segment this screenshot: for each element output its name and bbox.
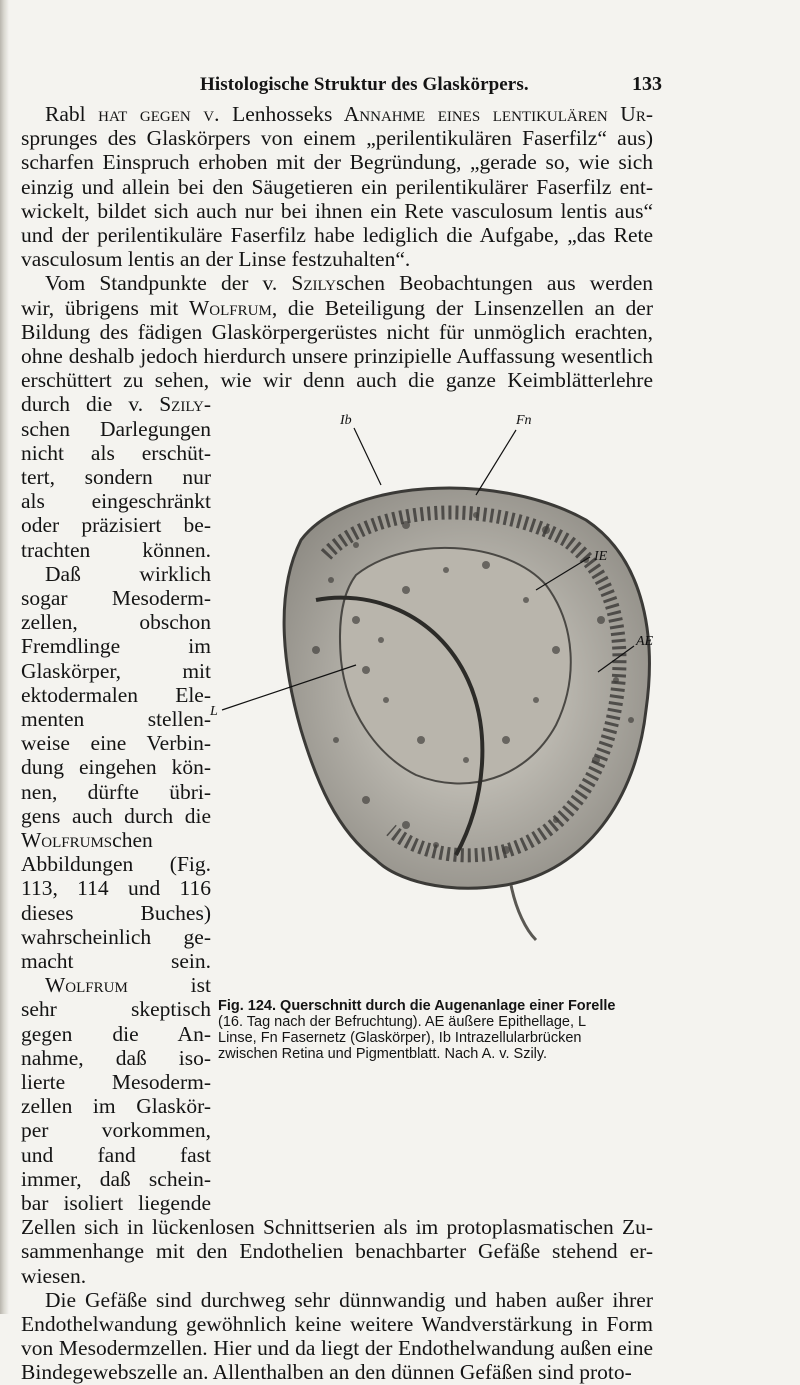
text-line: sprunges des Glaskörpers von einem „perilentikulären Faserfilz“ aus) <box>21 126 653 150</box>
text-line <box>21 828 211 853</box>
text-line: Endothelwandung gewöhnlich keine weitere Wandverstärkung in Form <box>21 1312 653 1336</box>
text-line: weise eine Verbin- <box>21 731 211 755</box>
text-line: immer, daß schein- <box>21 1167 211 1191</box>
text-line: Abbildungen (Fig. <box>21 852 211 876</box>
text-line: macht sein. <box>21 949 211 973</box>
text-line: bar isoliert liegende <box>21 1191 211 1215</box>
text-line: wahrscheinlich ge- <box>21 925 211 949</box>
leader-ib <box>354 428 381 485</box>
text-line: sammenhange mit den Endothelien benachbarter Gefäße stehend er- <box>21 1239 653 1263</box>
text-line: oder präzisiert be- <box>21 513 211 537</box>
text-line: dieses Buches) <box>21 901 211 925</box>
text-segment: Vom Standpunkte der v. <box>45 271 292 295</box>
text-line: per vorkommen, <box>21 1118 211 1142</box>
label-ae: AE <box>636 634 654 649</box>
text-line: dung eingehen kön- <box>21 755 211 779</box>
author-name: Wolfrum <box>189 296 272 320</box>
text-line: Fremdlinge im <box>21 634 211 658</box>
text-line: zellen im Glaskör- <box>21 1094 211 1118</box>
text-line <box>21 102 653 127</box>
text-segment: wir, übrigens mit <box>21 296 189 320</box>
text-line: gens auch durch die <box>21 804 211 828</box>
text-line: ektodermalen Ele- <box>21 683 211 707</box>
text-segment: chen <box>112 828 153 852</box>
author-name: Wolfrum <box>45 973 128 997</box>
text-line: als eingeschränkt <box>21 489 211 513</box>
text-line: Daß wirklich <box>45 562 211 586</box>
text-segment: , die Beteiligung der Linsenzellen an der <box>271 296 654 320</box>
text-segment: Lenhosseks <box>232 102 333 126</box>
text-line: und fand fast <box>21 1143 211 1167</box>
text-segment: ist <box>127 973 211 997</box>
text-line: vasculosum lentis an der Linse festzuhalten“. <box>21 247 411 271</box>
text-line: sogar Mesoderm- <box>21 586 211 610</box>
page-edge-shadow <box>0 0 9 1314</box>
text-line: nicht als erschüt- <box>21 441 211 465</box>
running-header: Histologische Struktur des Glaskörpers. <box>200 74 529 95</box>
label-fn: Fn <box>516 413 532 428</box>
figure-caption <box>218 998 650 1062</box>
text-line: 113, 114 und 116 <box>21 876 211 900</box>
author-name: hat gegen v. <box>85 102 233 126</box>
text-line: Bindegewebszelle an. Allenthalben an den dünnen Gefäßen sind proto- <box>21 1360 632 1384</box>
text-line: Bildung des fädigen Glaskörpergerüstes nicht für unmöglich erachten, <box>21 320 653 344</box>
text-line: sehr skeptisch <box>21 997 211 1021</box>
text-segment: Rabl <box>45 102 86 126</box>
text-line: erschüttert zu sehen, wie wir denn auch die ganze Keimblätterlehre <box>21 368 653 392</box>
figure-124-eye-cross-section <box>206 413 660 980</box>
caption-lead: Fig. 124. Querschnitt durch die Augenanlage einer Forelle <box>218 998 616 1014</box>
caption-line: Linse, Fn Fasernetz (Glaskörper), Ib Intrazellularbrücken <box>218 1030 582 1046</box>
text-segment: - <box>203 392 211 416</box>
text-line: und der perilentikuläre Faserfilz habe lediglich die Aufgabe, „das Rete <box>21 223 653 247</box>
leader-fn <box>476 430 516 495</box>
text-line <box>21 271 653 296</box>
text-line: tert, sondern nur <box>21 465 211 489</box>
text-line: Zellen sich in lückenlosen Schnittserien als im protoplasmatischen Zu- <box>21 1215 653 1239</box>
author-name: Annahme eines lentikulären Ur- <box>332 102 653 126</box>
text-line <box>21 973 211 998</box>
text-line: nahme, daß iso- <box>21 1046 211 1070</box>
text-line <box>21 392 211 417</box>
author-name: Szily <box>159 392 204 416</box>
label-ie: IE <box>594 549 608 564</box>
author-name: Szily <box>291 271 336 295</box>
page-number: 133 <box>632 73 662 95</box>
text-segment: durch die v. <box>21 392 160 416</box>
text-line: von Mesodermzellen. Hier und da liegt der Endothelwandung außen eine <box>21 1336 653 1360</box>
text-line: nen, dürfte übri- <box>21 780 211 804</box>
text-line: wickelt, bildet sich auch nur bei ihnen ein Rete vasculosum lentis aus“ <box>21 199 653 223</box>
text-line: schen Darlegungen <box>21 417 211 441</box>
text-line: menten stellen- <box>21 707 211 731</box>
text-line: zellen, obschon <box>21 610 211 634</box>
text-line: einzig und allein bei den Säugetieren ein perilentikulärer Faserfilz ent- <box>21 175 653 199</box>
text-line: Die Gefäße sind durchweg sehr dünnwandig und haben außer ihrer <box>45 1288 653 1312</box>
author-name: Wolfrums <box>21 828 113 852</box>
text-line: gegen die An- <box>21 1022 211 1046</box>
caption-line: (16. Tag nach der Befruchtung). AE äußere Epithellage, L <box>218 1014 587 1030</box>
text-line: scharfen Einspruch erhoben mit der Begründung, „gerade so, wie sich <box>21 150 653 174</box>
text-line: Glaskörper, mit <box>21 659 211 683</box>
label-ib: Ib <box>340 413 352 428</box>
text-segment: schen Beobachtungen aus werden <box>336 271 653 295</box>
label-l: L <box>210 704 218 719</box>
caption-line: zwischen Retina und Pigmentblatt. Nach A. v. Szily. <box>218 1046 548 1062</box>
text-line: ohne deshalb jedoch hierdurch unsere prinzipielle Auffassung wesentlich <box>21 344 653 368</box>
optic-tail <box>511 885 536 940</box>
text-line: wiesen. <box>21 1264 87 1288</box>
text-line <box>21 296 653 321</box>
text-line: trachten können. <box>21 538 211 562</box>
text-line: lierte Mesoderm- <box>21 1070 211 1094</box>
